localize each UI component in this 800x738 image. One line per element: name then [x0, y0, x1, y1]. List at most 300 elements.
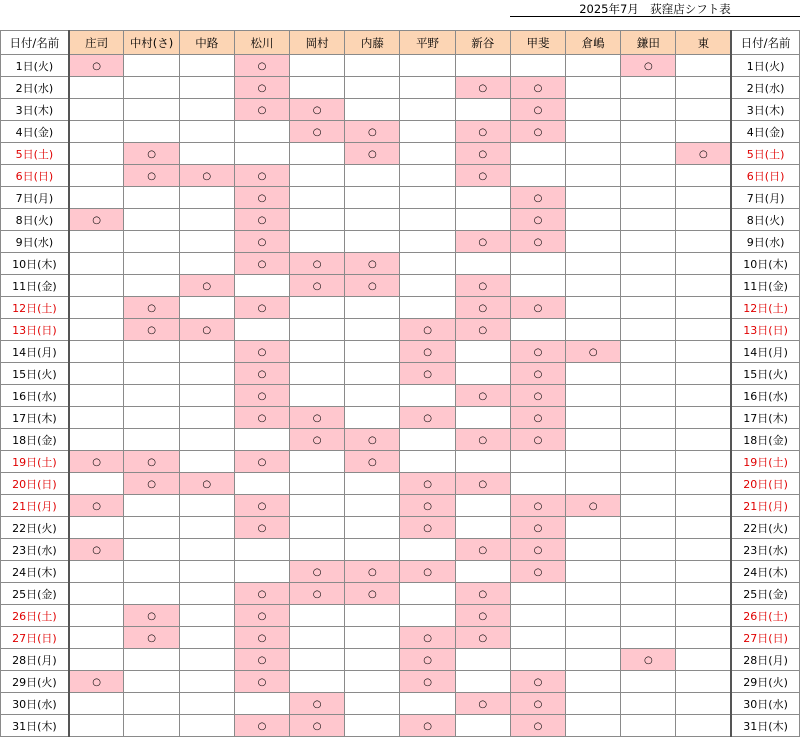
shift-cell-empty[interactable] — [400, 429, 455, 451]
shift-cell-empty[interactable] — [621, 363, 676, 385]
shift-cell-empty[interactable] — [124, 671, 179, 693]
shift-cell-empty[interactable] — [455, 253, 510, 275]
shift-cell-empty[interactable] — [566, 231, 621, 253]
shift-cell-empty[interactable] — [124, 539, 179, 561]
shift-cell-assigned[interactable] — [234, 517, 289, 539]
shift-cell-assigned[interactable] — [69, 209, 124, 231]
shift-cell-assigned[interactable] — [510, 517, 565, 539]
shift-cell-empty[interactable] — [676, 429, 731, 451]
shift-cell-empty[interactable] — [179, 77, 234, 99]
shift-cell-assigned[interactable] — [345, 275, 400, 297]
shift-cell-empty[interactable] — [676, 165, 731, 187]
shift-cell-assigned[interactable] — [234, 385, 289, 407]
shift-cell-assigned[interactable] — [455, 165, 510, 187]
date-cell-left[interactable]: 13日(日) — [1, 319, 69, 341]
shift-cell-empty[interactable] — [124, 275, 179, 297]
shift-cell-assigned[interactable] — [69, 671, 124, 693]
date-cell-right[interactable]: 21日(月) — [731, 495, 799, 517]
shift-cell-empty[interactable] — [234, 121, 289, 143]
shift-cell-assigned[interactable] — [345, 253, 400, 275]
shift-cell-empty[interactable] — [510, 583, 565, 605]
shift-cell-empty[interactable] — [621, 561, 676, 583]
shift-cell-empty[interactable] — [179, 187, 234, 209]
shift-cell-empty[interactable] — [566, 649, 621, 671]
date-cell-right[interactable]: 25日(金) — [731, 583, 799, 605]
shift-cell-empty[interactable] — [510, 319, 565, 341]
shift-cell-assigned[interactable] — [455, 231, 510, 253]
shift-cell-assigned[interactable] — [510, 385, 565, 407]
shift-cell-empty[interactable] — [566, 143, 621, 165]
shift-cell-empty[interactable] — [400, 451, 455, 473]
date-cell-right[interactable]: 18日(金) — [731, 429, 799, 451]
shift-cell-empty[interactable] — [455, 715, 510, 737]
shift-cell-empty[interactable] — [510, 605, 565, 627]
shift-cell-empty[interactable] — [566, 297, 621, 319]
shift-cell-assigned[interactable] — [69, 539, 124, 561]
shift-cell-assigned[interactable] — [345, 143, 400, 165]
shift-cell-empty[interactable] — [290, 143, 345, 165]
date-cell-right[interactable]: 17日(木) — [731, 407, 799, 429]
date-cell-left[interactable]: 19日(土) — [1, 451, 69, 473]
date-cell-left[interactable]: 18日(金) — [1, 429, 69, 451]
shift-cell-empty[interactable] — [179, 209, 234, 231]
shift-cell-assigned[interactable] — [510, 121, 565, 143]
shift-cell-assigned[interactable] — [400, 473, 455, 495]
shift-cell-assigned[interactable] — [234, 55, 289, 77]
shift-cell-empty[interactable] — [290, 539, 345, 561]
shift-cell-empty[interactable] — [179, 121, 234, 143]
shift-cell-empty[interactable] — [676, 275, 731, 297]
shift-cell-empty[interactable] — [455, 407, 510, 429]
shift-cell-empty[interactable] — [566, 55, 621, 77]
shift-cell-empty[interactable] — [676, 407, 731, 429]
shift-cell-empty[interactable] — [400, 385, 455, 407]
shift-cell-empty[interactable] — [676, 605, 731, 627]
shift-cell-empty[interactable] — [400, 187, 455, 209]
shift-cell-empty[interactable] — [290, 649, 345, 671]
date-cell-right[interactable]: 5日(土) — [731, 143, 799, 165]
shift-cell-empty[interactable] — [345, 55, 400, 77]
shift-cell-empty[interactable] — [345, 385, 400, 407]
shift-cell-empty[interactable] — [455, 187, 510, 209]
shift-cell-empty[interactable] — [179, 429, 234, 451]
header-name[interactable]: 中路 — [179, 31, 234, 55]
shift-cell-empty[interactable] — [400, 143, 455, 165]
shift-cell-empty[interactable] — [69, 143, 124, 165]
shift-cell-empty[interactable] — [621, 429, 676, 451]
header-name[interactable]: 甲斐 — [510, 31, 565, 55]
header-name[interactable]: 倉嶋 — [566, 31, 621, 55]
shift-cell-empty[interactable] — [69, 605, 124, 627]
shift-cell-empty[interactable] — [510, 275, 565, 297]
date-cell-right[interactable]: 16日(水) — [731, 385, 799, 407]
shift-cell-empty[interactable] — [124, 363, 179, 385]
shift-cell-assigned[interactable] — [510, 693, 565, 715]
shift-cell-empty[interactable] — [676, 693, 731, 715]
shift-cell-assigned[interactable] — [234, 583, 289, 605]
shift-cell-empty[interactable] — [179, 627, 234, 649]
shift-cell-empty[interactable] — [621, 341, 676, 363]
shift-cell-empty[interactable] — [676, 99, 731, 121]
shift-cell-assigned[interactable] — [566, 341, 621, 363]
shift-cell-assigned[interactable] — [290, 583, 345, 605]
shift-cell-assigned[interactable] — [234, 671, 289, 693]
shift-cell-assigned[interactable] — [179, 275, 234, 297]
shift-cell-empty[interactable] — [400, 253, 455, 275]
shift-cell-empty[interactable] — [566, 385, 621, 407]
shift-cell-assigned[interactable] — [510, 231, 565, 253]
shift-cell-empty[interactable] — [566, 187, 621, 209]
shift-cell-empty[interactable] — [676, 297, 731, 319]
shift-cell-empty[interactable] — [510, 451, 565, 473]
shift-cell-empty[interactable] — [69, 231, 124, 253]
date-cell-left[interactable]: 27日(日) — [1, 627, 69, 649]
shift-cell-empty[interactable] — [69, 385, 124, 407]
shift-cell-assigned[interactable] — [400, 649, 455, 671]
shift-cell-empty[interactable] — [566, 407, 621, 429]
shift-cell-empty[interactable] — [345, 693, 400, 715]
shift-cell-empty[interactable] — [234, 143, 289, 165]
shift-cell-empty[interactable] — [69, 429, 124, 451]
shift-cell-empty[interactable] — [345, 407, 400, 429]
shift-cell-empty[interactable] — [124, 407, 179, 429]
shift-cell-empty[interactable] — [290, 605, 345, 627]
shift-cell-empty[interactable] — [234, 693, 289, 715]
shift-cell-assigned[interactable] — [179, 165, 234, 187]
date-cell-right[interactable]: 6日(日) — [731, 165, 799, 187]
shift-cell-empty[interactable] — [455, 495, 510, 517]
shift-cell-assigned[interactable] — [290, 275, 345, 297]
header-date-right[interactable]: 日付/名前 — [731, 31, 799, 55]
shift-cell-empty[interactable] — [621, 253, 676, 275]
shift-cell-empty[interactable] — [69, 649, 124, 671]
shift-cell-assigned[interactable] — [510, 539, 565, 561]
shift-cell-empty[interactable] — [345, 209, 400, 231]
shift-cell-empty[interactable] — [510, 165, 565, 187]
shift-cell-empty[interactable] — [676, 627, 731, 649]
shift-cell-empty[interactable] — [676, 473, 731, 495]
shift-cell-empty[interactable] — [290, 55, 345, 77]
shift-cell-empty[interactable] — [400, 539, 455, 561]
shift-cell-empty[interactable] — [179, 297, 234, 319]
shift-cell-empty[interactable] — [455, 671, 510, 693]
shift-cell-empty[interactable] — [400, 55, 455, 77]
date-cell-right[interactable]: 20日(日) — [731, 473, 799, 495]
shift-cell-empty[interactable] — [676, 385, 731, 407]
shift-cell-empty[interactable] — [345, 187, 400, 209]
shift-cell-assigned[interactable] — [510, 363, 565, 385]
shift-cell-assigned[interactable] — [455, 473, 510, 495]
shift-cell-empty[interactable] — [124, 55, 179, 77]
shift-cell-empty[interactable] — [676, 539, 731, 561]
shift-cell-empty[interactable] — [621, 605, 676, 627]
shift-cell-empty[interactable] — [621, 77, 676, 99]
shift-cell-empty[interactable] — [621, 385, 676, 407]
date-cell-right[interactable]: 29日(火) — [731, 671, 799, 693]
shift-cell-assigned[interactable] — [234, 77, 289, 99]
shift-cell-empty[interactable] — [124, 253, 179, 275]
header-name[interactable]: 東 — [676, 31, 731, 55]
shift-cell-empty[interactable] — [566, 99, 621, 121]
shift-cell-empty[interactable] — [290, 517, 345, 539]
shift-cell-assigned[interactable] — [455, 297, 510, 319]
shift-cell-assigned[interactable] — [510, 209, 565, 231]
shift-cell-empty[interactable] — [234, 539, 289, 561]
shift-cell-empty[interactable] — [290, 231, 345, 253]
shift-cell-empty[interactable] — [621, 209, 676, 231]
shift-cell-empty[interactable] — [179, 341, 234, 363]
shift-cell-empty[interactable] — [345, 473, 400, 495]
shift-cell-assigned[interactable] — [510, 671, 565, 693]
shift-cell-empty[interactable] — [69, 187, 124, 209]
shift-cell-empty[interactable] — [290, 165, 345, 187]
shift-cell-empty[interactable] — [290, 451, 345, 473]
date-cell-left[interactable]: 14日(月) — [1, 341, 69, 363]
shift-cell-assigned[interactable] — [234, 187, 289, 209]
shift-cell-assigned[interactable] — [234, 605, 289, 627]
shift-cell-empty[interactable] — [566, 627, 621, 649]
shift-cell-empty[interactable] — [400, 605, 455, 627]
shift-cell-empty[interactable] — [510, 55, 565, 77]
shift-cell-empty[interactable] — [69, 319, 124, 341]
shift-cell-empty[interactable] — [676, 451, 731, 473]
shift-cell-empty[interactable] — [400, 297, 455, 319]
shift-cell-empty[interactable] — [345, 99, 400, 121]
shift-cell-assigned[interactable] — [455, 605, 510, 627]
shift-cell-empty[interactable] — [676, 55, 731, 77]
shift-cell-empty[interactable] — [124, 649, 179, 671]
shift-cell-assigned[interactable] — [345, 583, 400, 605]
shift-cell-empty[interactable] — [345, 671, 400, 693]
shift-cell-empty[interactable] — [566, 671, 621, 693]
shift-cell-empty[interactable] — [179, 539, 234, 561]
shift-cell-assigned[interactable] — [455, 77, 510, 99]
shift-cell-empty[interactable] — [124, 385, 179, 407]
date-cell-right[interactable]: 19日(土) — [731, 451, 799, 473]
shift-cell-empty[interactable] — [566, 539, 621, 561]
date-cell-left[interactable]: 16日(水) — [1, 385, 69, 407]
shift-cell-empty[interactable] — [510, 253, 565, 275]
shift-cell-empty[interactable] — [455, 363, 510, 385]
shift-cell-assigned[interactable] — [234, 341, 289, 363]
shift-cell-assigned[interactable] — [124, 143, 179, 165]
shift-cell-empty[interactable] — [621, 583, 676, 605]
shift-cell-empty[interactable] — [400, 77, 455, 99]
header-name[interactable]: 中村(さ) — [124, 31, 179, 55]
date-cell-left[interactable]: 10日(木) — [1, 253, 69, 275]
shift-cell-assigned[interactable] — [234, 407, 289, 429]
date-cell-left[interactable]: 30日(水) — [1, 693, 69, 715]
shift-cell-assigned[interactable] — [510, 341, 565, 363]
shift-cell-empty[interactable] — [69, 253, 124, 275]
date-cell-right[interactable]: 28日(月) — [731, 649, 799, 671]
shift-cell-assigned[interactable] — [234, 649, 289, 671]
shift-cell-assigned[interactable] — [234, 99, 289, 121]
shift-cell-empty[interactable] — [179, 143, 234, 165]
shift-cell-empty[interactable] — [124, 693, 179, 715]
shift-cell-empty[interactable] — [69, 363, 124, 385]
shift-cell-empty[interactable] — [179, 583, 234, 605]
shift-cell-empty[interactable] — [124, 99, 179, 121]
shift-cell-empty[interactable] — [566, 517, 621, 539]
shift-cell-empty[interactable] — [124, 187, 179, 209]
shift-cell-empty[interactable] — [290, 671, 345, 693]
shift-cell-empty[interactable] — [621, 319, 676, 341]
shift-cell-assigned[interactable] — [455, 385, 510, 407]
shift-cell-assigned[interactable] — [455, 121, 510, 143]
shift-cell-empty[interactable] — [234, 275, 289, 297]
date-cell-right[interactable]: 15日(火) — [731, 363, 799, 385]
header-name[interactable]: 内藤 — [345, 31, 400, 55]
shift-cell-empty[interactable] — [69, 517, 124, 539]
shift-cell-empty[interactable] — [455, 517, 510, 539]
shift-cell-empty[interactable] — [621, 451, 676, 473]
shift-cell-assigned[interactable] — [234, 715, 289, 737]
shift-cell-empty[interactable] — [566, 253, 621, 275]
shift-cell-assigned[interactable] — [676, 143, 731, 165]
shift-cell-assigned[interactable] — [455, 143, 510, 165]
date-cell-right[interactable]: 1日(火) — [731, 55, 799, 77]
shift-cell-empty[interactable] — [345, 231, 400, 253]
shift-cell-empty[interactable] — [676, 209, 731, 231]
shift-cell-assigned[interactable] — [400, 561, 455, 583]
shift-cell-empty[interactable] — [345, 165, 400, 187]
shift-cell-empty[interactable] — [234, 319, 289, 341]
shift-cell-empty[interactable] — [290, 363, 345, 385]
shift-cell-assigned[interactable] — [566, 495, 621, 517]
shift-cell-assigned[interactable] — [290, 561, 345, 583]
shift-cell-empty[interactable] — [179, 693, 234, 715]
date-cell-left[interactable]: 28日(月) — [1, 649, 69, 671]
shift-cell-assigned[interactable] — [400, 671, 455, 693]
shift-cell-assigned[interactable] — [455, 693, 510, 715]
shift-cell-empty[interactable] — [290, 77, 345, 99]
shift-cell-empty[interactable] — [345, 649, 400, 671]
shift-cell-empty[interactable] — [566, 363, 621, 385]
shift-cell-assigned[interactable] — [400, 407, 455, 429]
date-cell-left[interactable]: 9日(水) — [1, 231, 69, 253]
shift-cell-empty[interactable] — [124, 209, 179, 231]
shift-cell-empty[interactable] — [179, 253, 234, 275]
shift-cell-empty[interactable] — [124, 561, 179, 583]
shift-cell-empty[interactable] — [566, 583, 621, 605]
shift-cell-empty[interactable] — [566, 429, 621, 451]
header-name[interactable]: 松川 — [234, 31, 289, 55]
shift-cell-assigned[interactable] — [455, 583, 510, 605]
shift-cell-empty[interactable] — [290, 627, 345, 649]
shift-cell-empty[interactable] — [69, 561, 124, 583]
shift-cell-assigned[interactable] — [290, 693, 345, 715]
shift-cell-empty[interactable] — [400, 209, 455, 231]
shift-cell-empty[interactable] — [676, 77, 731, 99]
shift-cell-empty[interactable] — [179, 649, 234, 671]
shift-cell-empty[interactable] — [179, 561, 234, 583]
date-cell-right[interactable]: 8日(火) — [731, 209, 799, 231]
date-cell-right[interactable]: 27日(日) — [731, 627, 799, 649]
shift-cell-assigned[interactable] — [621, 649, 676, 671]
shift-cell-empty[interactable] — [179, 55, 234, 77]
shift-cell-assigned[interactable] — [400, 363, 455, 385]
shift-cell-assigned[interactable] — [400, 495, 455, 517]
shift-cell-empty[interactable] — [290, 473, 345, 495]
date-cell-right[interactable]: 12日(土) — [731, 297, 799, 319]
shift-cell-empty[interactable] — [621, 495, 676, 517]
shift-cell-empty[interactable] — [621, 143, 676, 165]
shift-cell-empty[interactable] — [400, 693, 455, 715]
shift-cell-assigned[interactable] — [124, 605, 179, 627]
date-cell-right[interactable]: 10日(木) — [731, 253, 799, 275]
shift-cell-empty[interactable] — [179, 99, 234, 121]
shift-cell-empty[interactable] — [345, 605, 400, 627]
shift-cell-empty[interactable] — [124, 121, 179, 143]
shift-cell-empty[interactable] — [69, 693, 124, 715]
date-cell-right[interactable]: 26日(土) — [731, 605, 799, 627]
header-name[interactable]: 平野 — [400, 31, 455, 55]
shift-cell-assigned[interactable] — [510, 187, 565, 209]
date-cell-left[interactable]: 12日(土) — [1, 297, 69, 319]
shift-cell-empty[interactable] — [290, 495, 345, 517]
date-cell-right[interactable]: 3日(木) — [731, 99, 799, 121]
shift-cell-empty[interactable] — [290, 341, 345, 363]
shift-cell-assigned[interactable] — [179, 319, 234, 341]
shift-cell-assigned[interactable] — [510, 715, 565, 737]
shift-cell-empty[interactable] — [676, 231, 731, 253]
shift-cell-empty[interactable] — [510, 627, 565, 649]
shift-cell-assigned[interactable] — [234, 495, 289, 517]
shift-cell-assigned[interactable] — [400, 517, 455, 539]
shift-cell-assigned[interactable] — [124, 319, 179, 341]
shift-cell-assigned[interactable] — [455, 539, 510, 561]
shift-cell-empty[interactable] — [676, 495, 731, 517]
shift-cell-empty[interactable] — [676, 517, 731, 539]
header-name[interactable]: 庄司 — [69, 31, 124, 55]
shift-cell-assigned[interactable] — [510, 297, 565, 319]
shift-cell-assigned[interactable] — [290, 429, 345, 451]
shift-cell-assigned[interactable] — [124, 451, 179, 473]
shift-cell-empty[interactable] — [455, 209, 510, 231]
shift-cell-assigned[interactable] — [510, 99, 565, 121]
shift-cell-empty[interactable] — [290, 319, 345, 341]
shift-cell-empty[interactable] — [566, 121, 621, 143]
shift-cell-assigned[interactable] — [234, 231, 289, 253]
date-cell-left[interactable]: 20日(日) — [1, 473, 69, 495]
shift-cell-empty[interactable] — [676, 583, 731, 605]
shift-cell-empty[interactable] — [566, 209, 621, 231]
shift-cell-empty[interactable] — [676, 341, 731, 363]
date-cell-left[interactable]: 6日(日) — [1, 165, 69, 187]
shift-cell-empty[interactable] — [400, 583, 455, 605]
shift-cell-empty[interactable] — [566, 715, 621, 737]
shift-cell-empty[interactable] — [676, 715, 731, 737]
shift-cell-assigned[interactable] — [234, 165, 289, 187]
shift-cell-empty[interactable] — [345, 297, 400, 319]
date-cell-right[interactable]: 2日(水) — [731, 77, 799, 99]
shift-cell-empty[interactable] — [400, 165, 455, 187]
shift-cell-empty[interactable] — [69, 297, 124, 319]
shift-cell-assigned[interactable] — [69, 495, 124, 517]
shift-cell-assigned[interactable] — [400, 627, 455, 649]
shift-cell-empty[interactable] — [69, 165, 124, 187]
shift-cell-empty[interactable] — [69, 627, 124, 649]
shift-cell-assigned[interactable] — [455, 319, 510, 341]
shift-cell-assigned[interactable] — [124, 165, 179, 187]
shift-cell-empty[interactable] — [676, 671, 731, 693]
shift-cell-empty[interactable] — [676, 649, 731, 671]
date-cell-right[interactable]: 24日(木) — [731, 561, 799, 583]
shift-cell-empty[interactable] — [400, 231, 455, 253]
shift-cell-empty[interactable] — [124, 429, 179, 451]
shift-cell-assigned[interactable] — [345, 451, 400, 473]
